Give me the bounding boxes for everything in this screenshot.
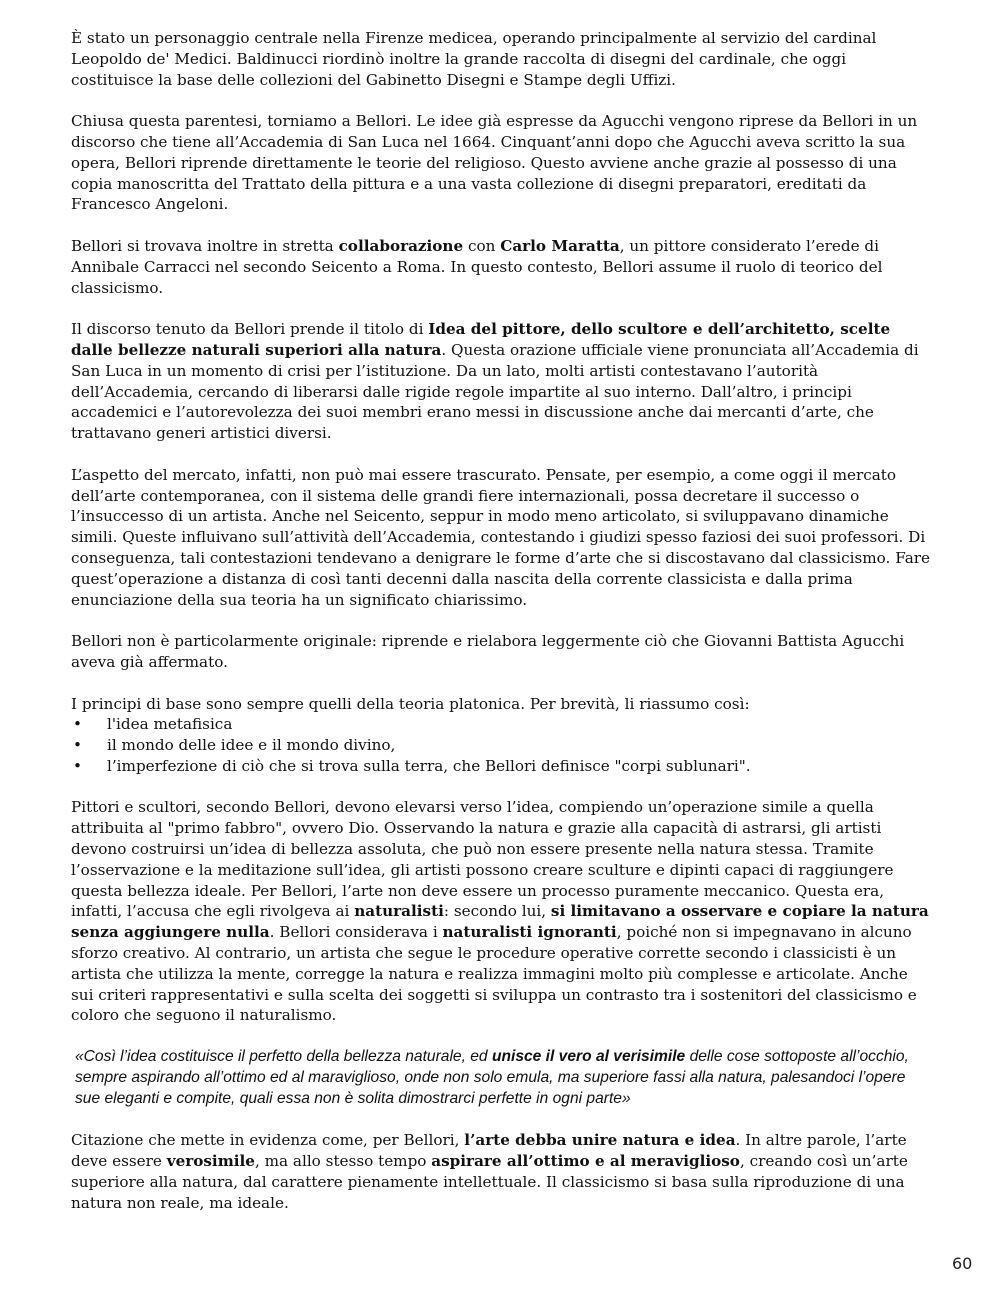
text-run: delle cose sottoposte all’occhio, sempre aspirando all’ottimo ed al maraviglioso, onde non solo emula, ma superiore fassi alla natura, palesandoci l’opere sue eleganti e compite, quali essa non è solita dimostrarci perfette in ogni parte» (75, 1048, 909, 1107)
text-run: L’aspetto del mercato, infatti, non può mai essere trascurato. Pensate, per esempio, a come oggi il mercato dell’arte contemporanea, con il sistema delle grandi fiere internazionali, possa decretare il successo o l’insuccesso di un artista. Anche nel Seicento, seppur in modo meno articolato, si sviluppavano dinamiche simili. Queste influivano sull’attività dell’Accademia, contestando i giudizi spesso faziosi dei suoi professori. Di conseguenza, tali contestazioni tendevano a denigrare le forme d’arte che si discostavano dal classicismo. Fare quest’operazione a distanza di così tanti decenni dalla nascita della corrente classicista e dalla prima enunciazione della sua teoria ha un significato chiarissimo. (71, 465, 931, 609)
bold-text: Carlo Maratta (500, 236, 620, 255)
bold-text: collaborazione (338, 236, 464, 255)
bold-text: naturalisti (354, 902, 444, 921)
text-run: , poiché non si impegnavano in alcuno sforzo creativo. Al contrario, un artista che segue le procedure operative corrette secondo i classicisti è un artista che utilizza la mente, corregge la natura e realizza immagini molto più complesse e articolate. Anche sui criteri rappresentativi e sulla scelta dei soggetti si sviluppa un contrasto tra i sostenitori del classicismo e coloro che seguono il naturalismo. (71, 923, 917, 1025)
text-run: Bellori si trovava inoltre in stretta (71, 236, 339, 255)
text-run: , creando così un’arte superiore alla natura, dal carattere pienamente intellettuale. Il classicismo si basa sulla riproduzione di una natura non reale, ma ideale. (71, 1152, 908, 1212)
bullet-item: • l’imperfezione di ciò che si trova sulla terra, che Bellori definisce "corpi sublunari". (71, 756, 933, 777)
bold-text: naturalisti ignoranti (442, 923, 617, 942)
paragraph (71, 465, 933, 611)
text-run: con (463, 236, 501, 255)
list-intro: I principi di base sono sempre quelli della teoria platonica. Per brevità, li riassumo così: (71, 694, 750, 713)
document-page (71, 28, 933, 1234)
bold-text: si limitavano a osservare e copiare la natura senza aggiungere nulla (71, 902, 929, 942)
paragraph (71, 111, 933, 215)
text-run: : secondo lui, (443, 902, 551, 921)
text-run: . In altre parole, l’arte deve essere (71, 1131, 907, 1171)
bullet-item: • l'idea metafisica (71, 714, 933, 735)
paragraph-group-3 (71, 1130, 933, 1213)
paragraph (71, 631, 933, 673)
paragraph (71, 797, 933, 1026)
bold-text: verosimile (166, 1152, 255, 1171)
text-run: . Bellori considerava i (269, 923, 443, 942)
text-run: Pittori e scultori, secondo Bellori, devono elevarsi verso l’idea, compiendo un’operazione simile a quella attribuita al "primo fabbro", ovvero Dio. Osservando la natura e grazie alla capacità di astrarsi, gli artisti devono costruirsi un’idea di bellezza assoluta, che può non essere presente nella natura stessa. Tramite l’osservazione e la meditazione sull’idea, gli artisti possono creare sculture e dipinti capaci di raggiungere questa bellezza ideale. Per Bellori, l’arte non deve essere un processo puramente meccanico. Questa era, infatti, l’accusa che egli rivolgeva ai (71, 798, 894, 921)
bold-text: l’arte debba unire natura e idea (464, 1131, 736, 1150)
bullet-list (71, 714, 933, 776)
paragraph-group-2 (71, 797, 933, 1026)
paragraph (71, 319, 933, 444)
text-run: Bellori non è particolarmente originale: riprende e rielabora leggermente ciò che Giovanni Battista Agucchi aveva già affermato. (71, 632, 905, 671)
text-run: Il discorso tenuto da Bellori prende il titolo di (71, 320, 429, 339)
text-run: Chiusa questa parentesi, torniamo a Bellori. Le idee già espresse da Agucchi vengono riprese da Bellori in un discorso che tiene all’Accademia di San Luca nel 1664. Cinquant’anni dopo che Agucchi aveva scritto la sua opera, Bellori riprende direttamente le teorie del religioso. Questo avviene anche grazie al possesso di una copia manoscritta del Trattato della pittura e a una vasta collezione di disegni preparatori, ereditati da Francesco Angeloni. (71, 112, 918, 214)
paragraph (71, 236, 933, 298)
text-run: «Così l’idea costituisce il perfetto della bellezza naturale, ed (75, 1048, 492, 1066)
paragraph (71, 28, 933, 90)
text-run: È stato un personaggio centrale nella Firenze medicea, operando principalmente al servizio del cardinal Leopoldo de' Medici. Baldinucci riordinò inoltre la grande raccolta di disegni del cardinale, che oggi costituisce la base delle collezioni del Gabinetto Disegni e Stampe degli Uffizi. (71, 29, 877, 89)
text-run: Citazione che mette in evidenza come, per Bellori, (71, 1131, 465, 1150)
bold-text: unisce il vero al verisimile (491, 1048, 686, 1066)
block-quote (71, 1047, 933, 1109)
text-run: . Questa orazione ufficiale viene pronunciata all’Accademia di San Luca in un momento di crisi per l’istituzione. Da un lato, molti artisti contestavano l’autorità dell’Accademia, cercando di liberarsi dalle rigide regole impartite al suo interno. Dall’altro, i principi accademici e l’autorevolezza dei suoi membri erano messi in discussione anche dai mercanti d’arte, che trattavano generi artistici diversi. (71, 340, 919, 443)
text-run: , ma allo stesso tempo (254, 1152, 432, 1171)
paragraph (71, 1130, 933, 1213)
bold-text: aspirare all’ottimo e al meraviglioso (431, 1152, 740, 1171)
page-number: 60 (952, 1254, 973, 1273)
bullet-item: • il mondo delle idee e il mondo divino, (71, 735, 933, 756)
bold-text: Idea del pittore, dello scultore e dell’architetto, scelte dalle bellezze naturali superiori alla natura (71, 320, 891, 359)
paragraph-group-1 (71, 28, 933, 673)
text-run: , un pittore considerato l’erede di Annibale Carracci nel secondo Seicento a Roma. In questo contesto, Bellori assume il ruolo di teorico del classicismo. (71, 236, 883, 297)
